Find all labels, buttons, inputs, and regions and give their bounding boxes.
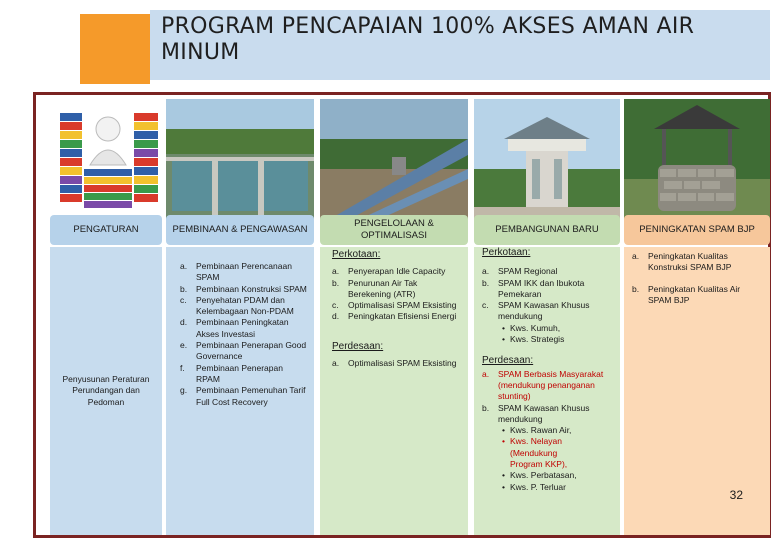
list-item: d. Pembinaan Peningkatan Akses Investasi [180, 317, 289, 339]
treatment-plant-photo [166, 99, 314, 219]
perdesaan-label: Perdesaan: [482, 355, 534, 367]
column-pembangunan [474, 95, 622, 535]
body-pengelolaan [320, 247, 468, 535]
list-item: c. Penyehatan PDAM dan Kelembagaan Non-PDAM [180, 294, 294, 317]
perdesaan-label: Perdesaan: [332, 340, 384, 352]
list-item: a. SPAM Berbasis Masyarakat (mendukung penanganan stunting) [482, 368, 604, 402]
peningkatan-list [632, 251, 764, 306]
pembinaan-list [180, 261, 308, 408]
bullet-item: • Kws. Rawan Air, [502, 425, 572, 436]
column-pengaturan [36, 95, 166, 535]
list-item: d. Peningkatan Efisiensi Energi [332, 311, 457, 322]
list-item: e. Pembinaan Penerapan Good Governance [180, 340, 307, 362]
body-peningkatan [624, 247, 770, 535]
body-pengaturan: Penyusunan Peraturan Perundangan dan Pedoman [50, 247, 162, 535]
body-pembinaan [166, 247, 314, 535]
body-pembangunan [474, 247, 620, 535]
content-frame [33, 92, 771, 538]
perkotaan-label: Perkotaan: [482, 247, 531, 258]
list-item: c. Optimalisasi SPAM Eksisting [332, 300, 457, 311]
column-pembinaan [166, 95, 316, 535]
page-number: 32 [729, 488, 743, 502]
header-pengaturan: PENGATURAN [50, 215, 162, 245]
list-item: a. Pembinaan Perencanaan SPAM [180, 261, 292, 283]
pembangunan-perdesaan-list [482, 369, 616, 425]
list-item: b. Peningkatan Kualitas Air SPAM BJP [632, 283, 741, 305]
perdesaan-bullets [482, 425, 616, 493]
header-pengelolaan: PENGELOLAAN & OPTIMALISASI [320, 215, 468, 245]
list-item: f. Pembinaan Penerapan RPAM [180, 362, 283, 384]
header-pembinaan: PEMBINAAN & PENGAWASAN [166, 215, 314, 245]
binders-photo [54, 99, 164, 219]
list-item: a. SPAM Regional [482, 266, 558, 277]
list-item: g. Pembinaan Pemenuhan Tarif Full Cost Recovery [180, 385, 306, 407]
list-item: a. Optimalisasi SPAM Eksisting [332, 358, 457, 369]
pipeline-photo [320, 99, 468, 219]
bullet-item: • Kws. Kumuh, [502, 322, 561, 333]
perkotaan-bullets [482, 323, 616, 346]
header-peningkatan: PENINGKATAN SPAM BJP [624, 215, 770, 245]
list-item: a. Penyerapan Idle Capacity [332, 266, 446, 277]
pengelolaan-perkotaan-list [332, 266, 462, 322]
title-accent-square [80, 14, 150, 84]
slide-title: PROGRAM PENCAPAIAN 100% AKSES AMAN AIR MINUM [161, 14, 695, 65]
bullet-item: • Kws. Perbatasan, [502, 470, 577, 481]
list-item: b. SPAM IKK dan Ibukota Pemekaran [482, 277, 585, 299]
list-item: a. Peningkatan Kualitas Konstruksi SPAM BJP [632, 251, 732, 273]
column-pengelolaan [320, 95, 470, 535]
header-pembangunan: PEMBANGUNAN BARU [474, 215, 620, 245]
perkotaan-label: Perkotaan: [332, 249, 381, 260]
bullet-item: • Kws. Nelayan (Mendukung Program KKP), [502, 436, 568, 470]
bullet-item: • Kws. P. Terluar [502, 481, 566, 492]
pengelolaan-perdesaan-list [332, 358, 462, 369]
pembangunan-perkotaan-list [482, 266, 616, 322]
list-item: b. Pembinaan Konstruksi SPAM [180, 283, 307, 294]
bullet-item: • Kws. Strategis [502, 334, 565, 345]
list-item: c. SPAM Kawasan Khusus mendukung [482, 300, 590, 322]
water-tower-photo [474, 99, 620, 219]
list-item: b. SPAM Kawasan Khusus mendukung [482, 402, 590, 424]
stone-well-photo [624, 99, 770, 219]
list-item: b. Penurunan Air Tak Berekening (ATR) [332, 277, 418, 299]
column-peningkatan [624, 95, 770, 535]
